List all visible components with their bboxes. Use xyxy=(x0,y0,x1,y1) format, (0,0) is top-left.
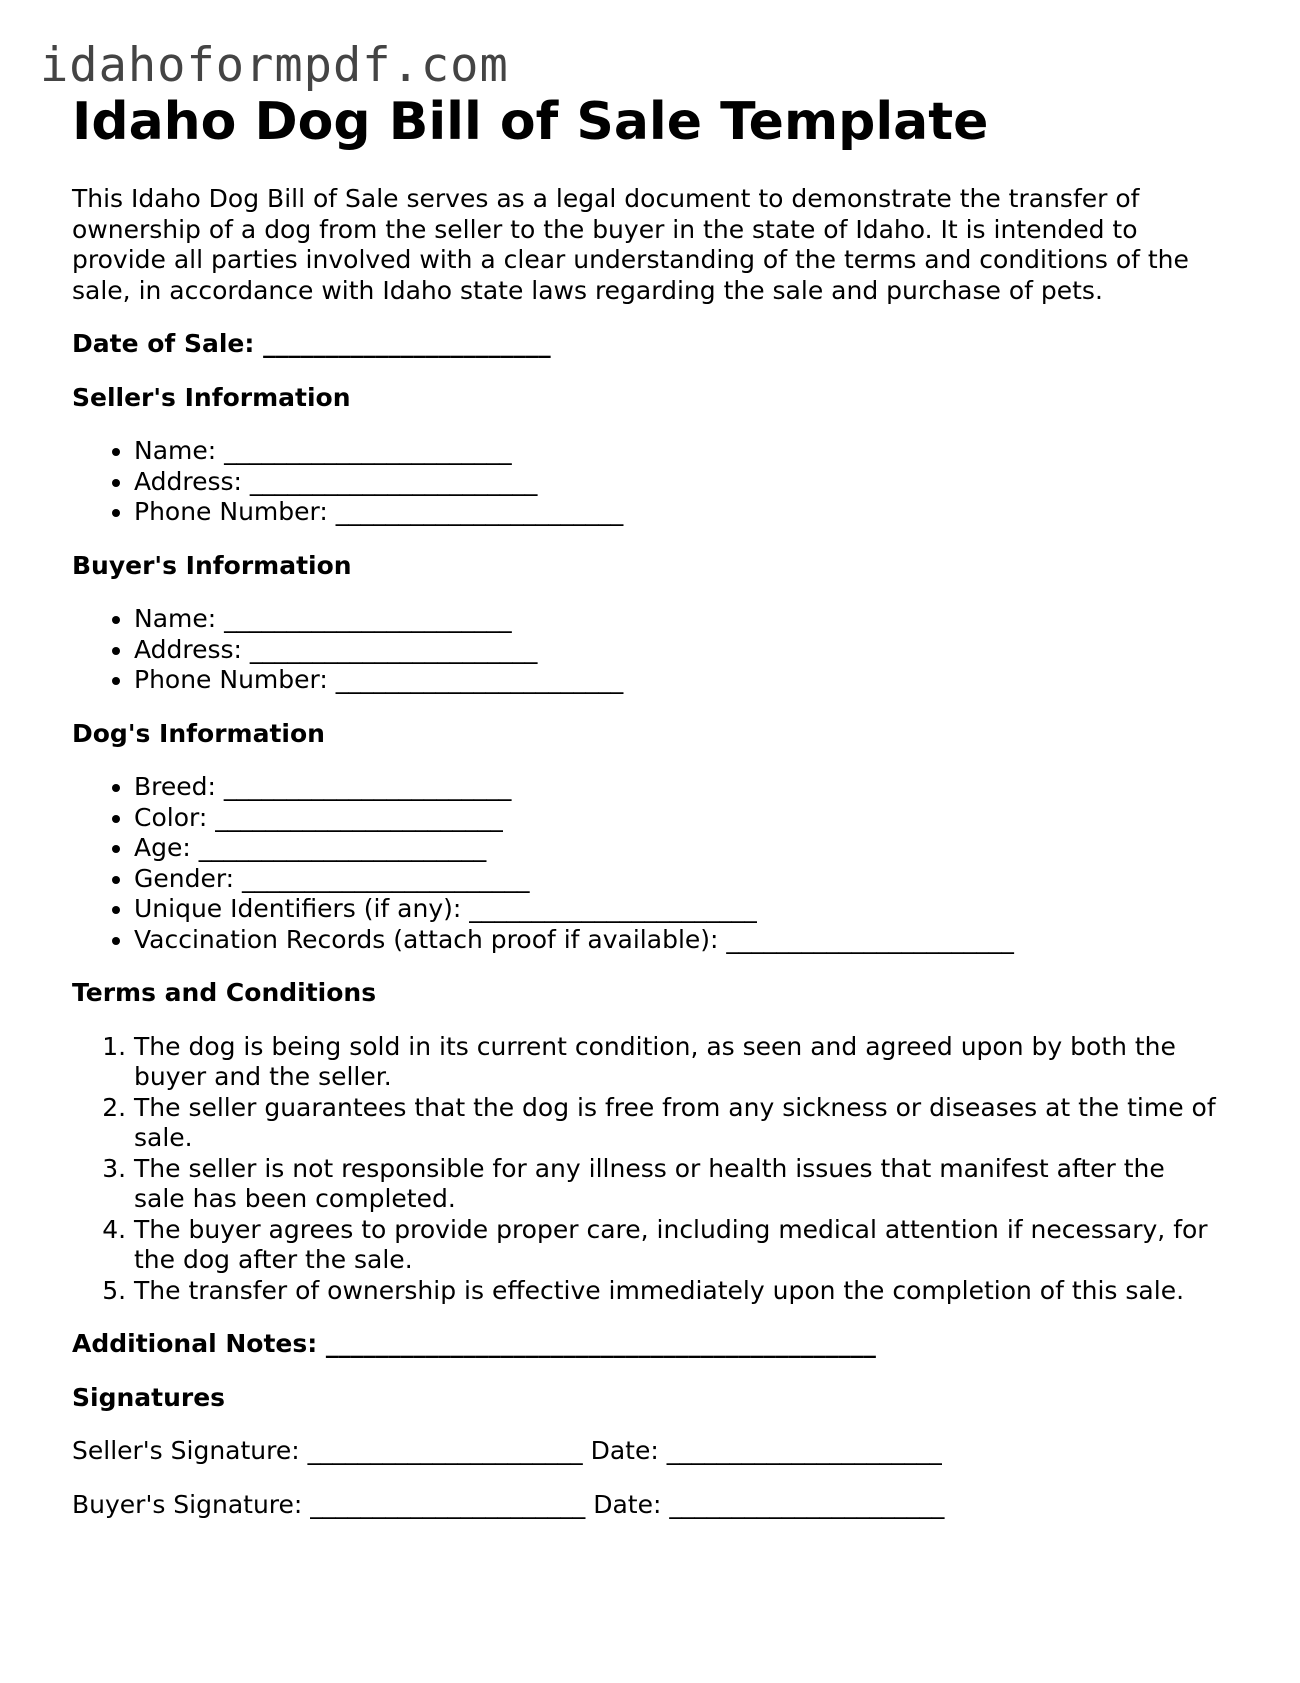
buyer-signature-line: Buyer's Signature: ______________________ Date: ______________________ xyxy=(72,1489,945,1519)
term-item: 4. The buyer agrees to provide proper care, including medical attention if necessary, for the dog after the sale. xyxy=(134,1215,1222,1276)
seller-phone-field: • Phone Number: _______________________ xyxy=(134,497,1222,528)
buyer-info-heading: Buyer's Information xyxy=(72,550,352,580)
term-item: 2. The seller guarantees that the dog is free from any sickness or diseases at the time of sale. xyxy=(134,1093,1222,1154)
terms-heading: Terms and Conditions xyxy=(72,978,377,1007)
date-of-sale-field: Date of Sale: _______________________ xyxy=(72,329,551,358)
dog-vaccination-field: • Vaccination Records (attach proof if available): _______________________ xyxy=(134,925,1222,956)
seller-signature-line: Seller's Signature: ______________________ Date: ______________________ xyxy=(72,1436,942,1465)
intro-paragraph: This Idaho Dog Bill of Sale serves as a legal document to demonstrate the transfer of ownership of a dog from the seller to the buyer in the state of Idaho. It is intended to provide all parties involved with a clear understanding of the terms and conditions of the sale, in accordance with Idaho state laws regarding the sale and purchase of pets. xyxy=(72,184,1189,305)
term-item: 1. The dog is being sold in its current condition, as seen and agreed upon by both the buyer and the seller. xyxy=(134,1032,1222,1093)
buyer-phone-field: • Phone Number: _______________________ xyxy=(134,665,1222,696)
dog-gender-field: • Gender: _______________________ xyxy=(134,864,1222,895)
document-title: Idaho Dog Bill of Sale Template xyxy=(72,92,989,152)
seller-info-heading: Seller's Information xyxy=(72,382,351,412)
dog-info-heading: Dog's Information xyxy=(72,718,325,748)
dog-color-field: • Color: _______________________ xyxy=(134,803,1222,834)
bill-of-sale-document xyxy=(72,90,1222,1520)
seller-address-field: • Address: _______________________ xyxy=(134,467,1222,498)
buyer-name-field: • Name: _______________________ xyxy=(134,604,1222,635)
additional-notes-field: Additional Notes: ____________________________________________ xyxy=(72,1329,876,1358)
term-item: 3. The seller is not responsible for any illness or health issues that manifest after the sale has been completed. xyxy=(134,1154,1222,1215)
dog-age-field: • Age: _______________________ xyxy=(134,833,1222,864)
term-item: 5. The transfer of ownership is effective immediately upon the completion of this sale. xyxy=(134,1276,1222,1307)
terms-list xyxy=(72,1032,1222,1307)
signatures-heading: Signatures xyxy=(72,1382,226,1412)
seller-info-list xyxy=(72,436,1222,528)
dog-info-list xyxy=(72,772,1222,955)
site-watermark: idahoformpdf.com xyxy=(40,38,509,93)
buyer-address-field: • Address: _______________________ xyxy=(134,635,1222,666)
dog-breed-field: • Breed: _______________________ xyxy=(134,772,1222,803)
seller-name-field: • Name: _______________________ xyxy=(134,436,1222,467)
buyer-info-list xyxy=(72,604,1222,696)
dog-identifiers-field: • Unique Identifiers (if any): _______________________ xyxy=(134,894,1222,925)
